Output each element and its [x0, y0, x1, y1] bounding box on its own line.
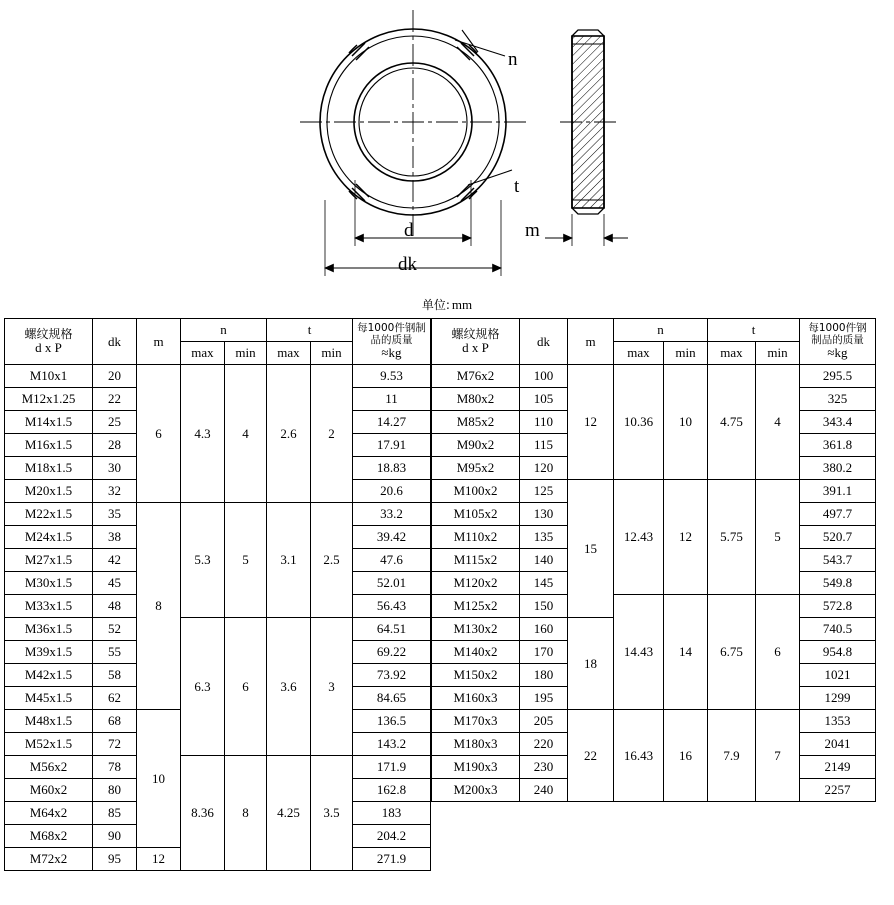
- cell-spec: M10x1: [5, 365, 93, 388]
- cell-dk: 130: [520, 503, 568, 526]
- cell-mass: 39.42: [353, 526, 431, 549]
- cell-n-min: 16: [664, 710, 708, 802]
- dim-label-dk: dk: [398, 254, 417, 275]
- cell-mass: 204.2: [353, 825, 431, 848]
- table-row: [5, 756, 431, 779]
- cell-dk: 140: [520, 549, 568, 572]
- cell-dk: 170: [520, 641, 568, 664]
- cell-t-min: 3.5: [311, 756, 353, 871]
- cell-mass: 162.8: [353, 779, 431, 802]
- cell-spec: M22x1.5: [5, 503, 93, 526]
- header-spec: 螺纹规格 d x P: [5, 319, 93, 365]
- cell-mass: 543.7: [800, 549, 876, 572]
- cell-dk: 90: [93, 825, 137, 848]
- cell-mass: 84.65: [353, 687, 431, 710]
- cell-spec: M120x2: [432, 572, 520, 595]
- table-body-right: [432, 365, 876, 802]
- cell-mass: 2257: [800, 779, 876, 802]
- cell-t-min: 3: [311, 618, 353, 756]
- header-n-min: min: [225, 342, 267, 365]
- header-t-min: min: [311, 342, 353, 365]
- cell-spec: M190x3: [432, 756, 520, 779]
- cell-mass: 520.7: [800, 526, 876, 549]
- cell-dk: 72: [93, 733, 137, 756]
- cell-t-max: 4.75: [708, 365, 756, 480]
- header-mass: 每1000件钢制品的质量 ≈kg: [353, 319, 431, 365]
- header-n-min-right: min: [664, 342, 708, 365]
- cell-spec: M24x1.5: [5, 526, 93, 549]
- cell-t-max: 6.75: [708, 595, 756, 710]
- cell-dk: 28: [93, 434, 137, 457]
- cell-n-max: 12.43: [614, 480, 664, 595]
- cell-dk: 22: [93, 388, 137, 411]
- cell-mass: 343.4: [800, 411, 876, 434]
- cell-spec: M68x2: [5, 825, 93, 848]
- table-row: [5, 503, 431, 526]
- cell-spec: M16x1.5: [5, 434, 93, 457]
- header-dk-right: dk: [520, 319, 568, 365]
- dim-label-n: n: [508, 49, 518, 70]
- cell-n-min: 14: [664, 595, 708, 710]
- cell-mass: 9.53: [353, 365, 431, 388]
- cell-spec: M130x2: [432, 618, 520, 641]
- cell-mass: 47.6: [353, 549, 431, 572]
- cell-mass: 20.6: [353, 480, 431, 503]
- cell-mass: 497.7: [800, 503, 876, 526]
- dim-label-t: t: [514, 176, 520, 197]
- header-spec-right: 螺纹规格 d x P: [432, 319, 520, 365]
- cell-t-max: 3.6: [267, 618, 311, 756]
- cell-dk: 220: [520, 733, 568, 756]
- cell-dk: 120: [520, 457, 568, 480]
- cell-dk: 48: [93, 595, 137, 618]
- cell-spec: M200x3: [432, 779, 520, 802]
- header-n-max: max: [181, 342, 225, 365]
- header-n: n: [181, 319, 267, 342]
- cell-dk: 80: [93, 779, 137, 802]
- cell-dk: 240: [520, 779, 568, 802]
- cell-dk: 150: [520, 595, 568, 618]
- cell-n-min: 10: [664, 365, 708, 480]
- cell-n-max: 8.36: [181, 756, 225, 871]
- cell-dk: 78: [93, 756, 137, 779]
- cell-dk: 45: [93, 572, 137, 595]
- cell-n-min: 6: [225, 618, 267, 756]
- dim-label-d: d: [404, 220, 414, 241]
- cell-spec: M105x2: [432, 503, 520, 526]
- cell-t-min: 2: [311, 365, 353, 503]
- spec-table-right: [431, 318, 876, 802]
- cell-mass: 572.8: [800, 595, 876, 618]
- cell-m: 10: [137, 710, 181, 848]
- cell-spec: M180x3: [432, 733, 520, 756]
- cell-mass: 73.92: [353, 664, 431, 687]
- header-mass-right: 每1000件钢 制品的质量 ≈kg: [800, 319, 876, 365]
- cell-m: 22: [568, 710, 614, 802]
- cell-m: 8: [137, 503, 181, 710]
- cell-dk: 68: [93, 710, 137, 733]
- cell-m: 12: [568, 365, 614, 480]
- cell-mass: 17.91: [353, 434, 431, 457]
- cell-mass: 33.2: [353, 503, 431, 526]
- cell-spec: M18x1.5: [5, 457, 93, 480]
- cell-mass: 18.83: [353, 457, 431, 480]
- cell-dk: 230: [520, 756, 568, 779]
- cell-n-max: 16.43: [614, 710, 664, 802]
- cell-spec: M33x1.5: [5, 595, 93, 618]
- table-row: [5, 365, 431, 388]
- table-row: [432, 710, 876, 733]
- cell-spec: M150x2: [432, 664, 520, 687]
- cell-spec: M160x3: [432, 687, 520, 710]
- cell-dk: 58: [93, 664, 137, 687]
- cell-n-max: 14.43: [614, 595, 664, 710]
- cell-dk: 180: [520, 664, 568, 687]
- cell-mass: 69.22: [353, 641, 431, 664]
- cell-spec: M140x2: [432, 641, 520, 664]
- cell-spec: M80x2: [432, 388, 520, 411]
- cell-mass: 136.5: [353, 710, 431, 733]
- cell-dk: 35: [93, 503, 137, 526]
- cell-dk: 100: [520, 365, 568, 388]
- cell-t-min: 2.5: [311, 503, 353, 618]
- cell-spec: M36x1.5: [5, 618, 93, 641]
- cell-dk: 30: [93, 457, 137, 480]
- cell-mass: 954.8: [800, 641, 876, 664]
- cell-spec: M56x2: [5, 756, 93, 779]
- cell-t-max: 3.1: [267, 503, 311, 618]
- cell-mass: 391.1: [800, 480, 876, 503]
- cell-spec: M64x2: [5, 802, 93, 825]
- unit-label: 单位:: [421, 298, 450, 312]
- cell-dk: 110: [520, 411, 568, 434]
- cell-mass: 56.43: [353, 595, 431, 618]
- dim-label-m: m: [525, 220, 540, 241]
- header-t-right: t: [708, 319, 800, 342]
- header-m-right: m: [568, 319, 614, 365]
- table-body-left: [5, 365, 431, 871]
- cell-mass: 11: [353, 388, 431, 411]
- cell-mass: 171.9: [353, 756, 431, 779]
- cell-spec: M27x1.5: [5, 549, 93, 572]
- header-t: t: [267, 319, 353, 342]
- cell-spec: M45x1.5: [5, 687, 93, 710]
- cell-t-max: 4.25: [267, 756, 311, 871]
- cell-mass: 183: [353, 802, 431, 825]
- cell-mass: 2149: [800, 756, 876, 779]
- cell-spec: M14x1.5: [5, 411, 93, 434]
- table-row: [432, 595, 876, 618]
- cell-t-max: 7.9: [708, 710, 756, 802]
- unit-note: [0, 296, 894, 313]
- spec-table-left: [4, 318, 431, 871]
- cell-n-max: 10.36: [614, 365, 664, 480]
- cell-t-min: 6: [756, 595, 800, 710]
- header-n-right: n: [614, 319, 708, 342]
- cell-mass: 740.5: [800, 618, 876, 641]
- cell-n-max: 6.3: [181, 618, 225, 756]
- cell-dk: 38: [93, 526, 137, 549]
- cell-dk: 195: [520, 687, 568, 710]
- cell-spec: M170x3: [432, 710, 520, 733]
- cell-dk: 62: [93, 687, 137, 710]
- header-t-min-right: min: [756, 342, 800, 365]
- unit-value: mm: [451, 297, 473, 312]
- cell-mass: 361.8: [800, 434, 876, 457]
- cell-m: 6: [137, 365, 181, 503]
- cell-n-max: 5.3: [181, 503, 225, 618]
- cell-mass: 1299: [800, 687, 876, 710]
- cell-dk: 105: [520, 388, 568, 411]
- cell-spec: M39x1.5: [5, 641, 93, 664]
- cell-mass: 549.8: [800, 572, 876, 595]
- header-m: m: [137, 319, 181, 365]
- table-row: [432, 480, 876, 503]
- cell-spec: M20x1.5: [5, 480, 93, 503]
- cell-dk: 25: [93, 411, 137, 434]
- spec-tables: [4, 318, 876, 871]
- cell-t-min: 4: [756, 365, 800, 480]
- cell-dk: 32: [93, 480, 137, 503]
- side-view: [560, 30, 618, 214]
- cell-spec: M95x2: [432, 457, 520, 480]
- cell-dk: 20: [93, 365, 137, 388]
- cell-spec: M100x2: [432, 480, 520, 503]
- cell-spec: M90x2: [432, 434, 520, 457]
- cell-spec: M42x1.5: [5, 664, 93, 687]
- header-dk: dk: [93, 319, 137, 365]
- cell-t-max: 5.75: [708, 480, 756, 595]
- cell-mass: 2041: [800, 733, 876, 756]
- cell-mass: 64.51: [353, 618, 431, 641]
- cell-dk: 115: [520, 434, 568, 457]
- cell-dk: 125: [520, 480, 568, 503]
- cell-dk: 205: [520, 710, 568, 733]
- table-row: [432, 365, 876, 388]
- cell-dk: 85: [93, 802, 137, 825]
- cell-spec: M72x2: [5, 848, 93, 871]
- cell-n-min: 4: [225, 365, 267, 503]
- front-view: [300, 10, 526, 236]
- cell-t-min: 5: [756, 480, 800, 595]
- cell-m: 12: [137, 848, 181, 871]
- cell-dk: 52: [93, 618, 137, 641]
- cell-dk: 55: [93, 641, 137, 664]
- cell-dk: 135: [520, 526, 568, 549]
- cell-dk: 95: [93, 848, 137, 871]
- cell-mass: 1353: [800, 710, 876, 733]
- cell-spec: M60x2: [5, 779, 93, 802]
- cell-n-min: 12: [664, 480, 708, 595]
- cell-spec: M52x1.5: [5, 733, 93, 756]
- cell-spec: M12x1.25: [5, 388, 93, 411]
- cell-n-max: 4.3: [181, 365, 225, 503]
- table-row: [5, 618, 431, 641]
- cell-mass: 1021: [800, 664, 876, 687]
- cell-spec: M76x2: [432, 365, 520, 388]
- cell-n-min: 5: [225, 503, 267, 618]
- cell-mass: 325: [800, 388, 876, 411]
- cell-spec: M125x2: [432, 595, 520, 618]
- cell-dk: 42: [93, 549, 137, 572]
- cell-dk: 160: [520, 618, 568, 641]
- cell-mass: 14.27: [353, 411, 431, 434]
- cell-m: 15: [568, 480, 614, 618]
- cell-spec: M110x2: [432, 526, 520, 549]
- header-t-max-right: max: [708, 342, 756, 365]
- cell-dk: 145: [520, 572, 568, 595]
- header-n-max-right: max: [614, 342, 664, 365]
- cell-n-min: 8: [225, 756, 267, 871]
- cell-mass: 52.01: [353, 572, 431, 595]
- cell-t-max: 2.6: [267, 365, 311, 503]
- cell-mass: 380.2: [800, 457, 876, 480]
- cell-t-min: 7: [756, 710, 800, 802]
- cell-spec: M115x2: [432, 549, 520, 572]
- cell-spec: M30x1.5: [5, 572, 93, 595]
- cell-m: 18: [568, 618, 614, 710]
- cell-spec: M48x1.5: [5, 710, 93, 733]
- cell-spec: M85x2: [432, 411, 520, 434]
- header-t-max: max: [267, 342, 311, 365]
- cell-mass: 295.5: [800, 365, 876, 388]
- technical-drawing: [0, 0, 894, 300]
- cell-mass: 143.2: [353, 733, 431, 756]
- cell-mass: 271.9: [353, 848, 431, 871]
